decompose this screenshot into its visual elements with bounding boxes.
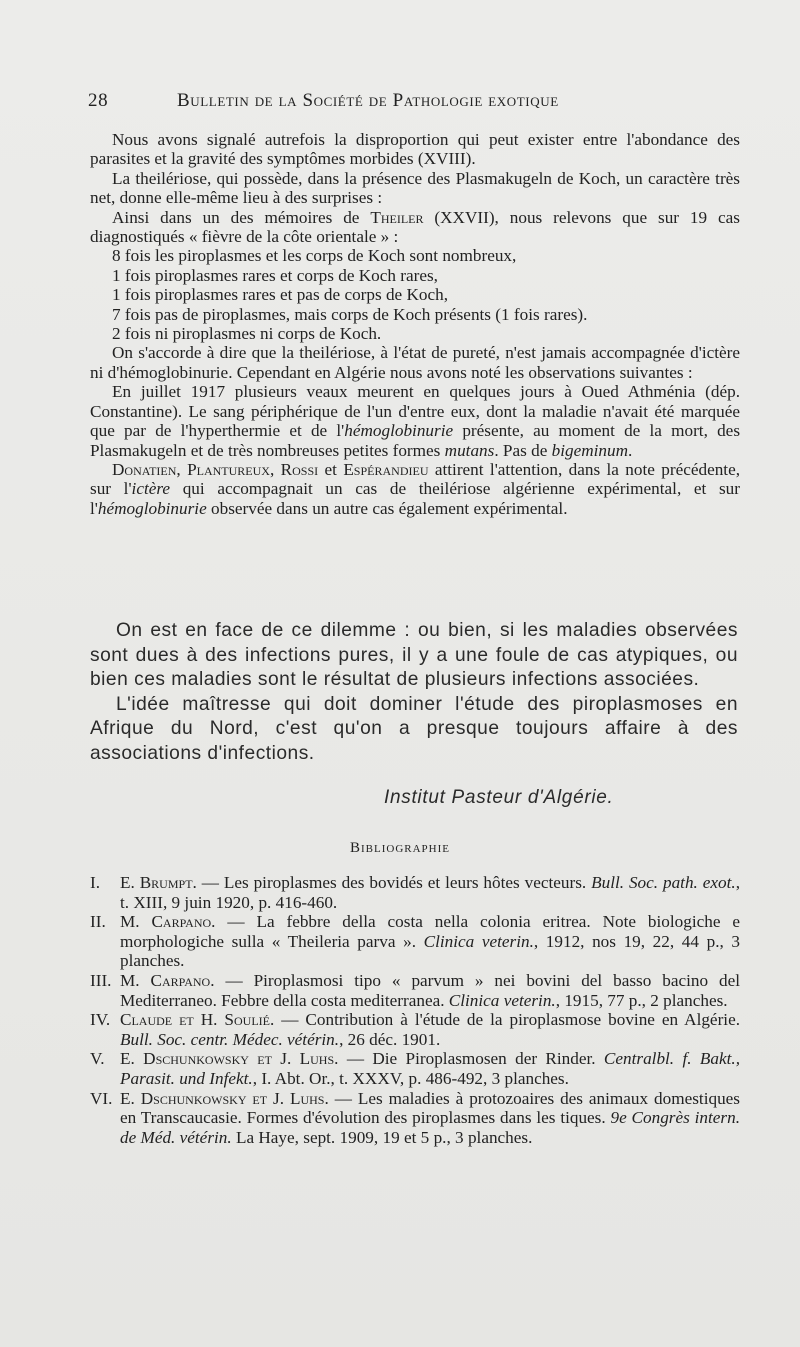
list-item: 8 fois les piroplasmes et les corps de Koch sont nombreux, bbox=[112, 246, 517, 266]
bibliography-list bbox=[90, 873, 740, 1147]
list-item: 1 fois piroplasmes rares et corps de Koch rares, bbox=[112, 265, 438, 285]
entry-author: E. Dschunkowsky et J. Luhs. bbox=[120, 1088, 329, 1108]
entry-rest: , 1915, 77 p., 2 planches. bbox=[555, 990, 728, 1010]
bibliography-entry bbox=[90, 1089, 740, 1148]
text-run: qui accompagnait un cas de theilériose algérienne expérimental, et sur l' bbox=[90, 479, 740, 518]
text-run: Ainsi dans un des mémoires de bbox=[112, 207, 371, 227]
entry-text: — Les maladies à protozoaires des animaux domestiques en Transcaucasie. Formes d'évolution des piroplasmes dans les tiques. bbox=[120, 1088, 740, 1128]
paragraph: La theilériose, qui possède, dans la présence des Plasmakugeln de Koch, un caractère très net, donne elle-même lieu à des surprises : bbox=[90, 168, 740, 208]
entry-journal: Clinica veterin. bbox=[448, 990, 556, 1010]
conclusion-text bbox=[90, 619, 738, 766]
entry-author: Claude et H. Soulié. bbox=[120, 1010, 275, 1030]
author-name: Theiler bbox=[370, 207, 424, 227]
running-title: Bulletin de la Société de Pathologie exotique bbox=[177, 90, 559, 111]
entry-text: — La febbre della costa nella colonia eritrea. Note biologiche e morphologiche sulla « Theileria parva ». bbox=[120, 912, 740, 951]
entry-text: — Contribution à l'étude de la piroplasmose bovine en Algérie. bbox=[274, 1010, 740, 1030]
bibliography-title: Bibliographie bbox=[350, 840, 450, 856]
entry-text: — Die Piroplasmosen der Rinder. bbox=[338, 1049, 604, 1069]
text-run: attirent l'attention, dans la note précédente, sur l' bbox=[90, 459, 740, 499]
entry-journal: Bull. Soc. centr. Médec. vétérin. bbox=[120, 1029, 340, 1049]
bibliography-entry bbox=[90, 1010, 740, 1049]
entry-number: IV. bbox=[90, 1010, 111, 1030]
entry-text: — Les piroplasmes des bovidés et leurs hôtes vecteurs. bbox=[196, 873, 592, 892]
entry-author: M. Carpano. bbox=[120, 970, 215, 990]
italic-term: hémoglobinurie bbox=[97, 498, 207, 518]
entry-journal: Centralbl. f. Bakt., Parasit. und Infekt. bbox=[120, 1049, 740, 1088]
list-item: 1 fois piroplasmes rares et pas de corps de Koch, bbox=[112, 285, 449, 305]
entry-text: — Piroplasmosi tipo « parvum » nei bovini del basso bacino del Mediterraneo. Febbre della costa mediterranea. bbox=[120, 970, 740, 1010]
italic-term: bigeminum bbox=[551, 440, 629, 460]
entry-number: II. bbox=[90, 912, 106, 932]
italic-term: hémoglobinurie bbox=[344, 421, 454, 441]
list-item: 2 fois ni piroplasmes ni corps de Koch. bbox=[112, 324, 382, 344]
body-text-upper bbox=[90, 130, 740, 518]
entry-journal: Clinica veterin. bbox=[423, 931, 534, 951]
italic-term: ictère bbox=[131, 479, 171, 499]
list-item: 7 fois pas de piroplasmes, mais corps de Koch présents (1 fois rares). bbox=[112, 304, 588, 324]
bibliography-entry bbox=[90, 971, 740, 1010]
paragraph: Nous avons signalé autrefois la disproportion qui peut exister entre l'abondance des parasites et la gravité des symptômes morbides (XVIII). bbox=[90, 130, 740, 169]
bibliography-entry bbox=[90, 873, 740, 912]
page-header bbox=[88, 90, 648, 114]
entry-author: E. Dschunkowsky et J. Luhs. bbox=[120, 1049, 339, 1069]
text-run: . Pas de bbox=[494, 440, 552, 460]
paragraph bbox=[90, 460, 740, 518]
entry-rest: , 26 déc. 1901. bbox=[339, 1029, 441, 1049]
entry-rest: La Haye, sept. 1909, 19 et 5 p., 3 planches. bbox=[231, 1127, 533, 1147]
page-number: 28 bbox=[88, 90, 109, 111]
entry-author: E. Brumpt. bbox=[120, 873, 197, 892]
entry-number: V. bbox=[90, 1049, 105, 1069]
entry-rest: , I. Abt. Or., t. XXXV, p. 486-492, 3 planches. bbox=[252, 1068, 569, 1088]
bibliography-entry bbox=[90, 1049, 740, 1088]
entry-number: VI. bbox=[90, 1088, 113, 1108]
text-run: et bbox=[318, 459, 344, 479]
bibliography-entry bbox=[90, 912, 740, 971]
entry-rest: , t. XIII, 9 juin 1920, p. 416-460. bbox=[120, 873, 740, 912]
entry-rest: , 1912, nos 19, 22, 44 p., 3 planches. bbox=[120, 931, 741, 971]
entry-author: M. Carpano. bbox=[120, 912, 216, 932]
entry-journal: 9e Congrès intern. de Méd. vétérin. bbox=[120, 1108, 740, 1147]
entry-number: I. bbox=[90, 873, 101, 892]
paragraph: On est en face de ce dilemme : ou bien, si les maladies observées sont dues à des infections pures, il y a une foule de cas atypiques, ou bien ces maladies sont le résultat de plusieurs infections associées. bbox=[90, 620, 738, 690]
paragraph: L'idée maîtresse qui doit dominer l'étude des piroplasmoses en Afrique du Nord, c'est qu'on a presque toujours affaire à des associations d'infections. bbox=[90, 693, 738, 764]
entry-number: III. bbox=[90, 970, 112, 990]
text-run: . bbox=[628, 440, 633, 460]
text-run: présente, au moment de la mort, des Plasmakugeln et de très nombreuses petites formes bbox=[90, 421, 741, 460]
paragraph bbox=[90, 382, 740, 460]
author-name: Espérandieu bbox=[343, 459, 429, 479]
signature: Institut Pasteur d'Algérie. bbox=[384, 787, 614, 808]
paragraph: On s'accorde à dire que la theilériose, à l'état de pureté, n'est jamais accompagnée d'ictère ni d'hémoglobinurie. Cependant en Algérie nous avons noté les observations suivantes : bbox=[90, 343, 740, 382]
paragraph bbox=[90, 208, 740, 247]
italic-term: mutans bbox=[444, 440, 495, 460]
text-run: (XXVII), nous relevons que sur 19 cas diagnostiqués « fièvre de la côte orientale » : bbox=[90, 207, 740, 247]
entry-journal: Bull. Soc. path. exot. bbox=[591, 873, 736, 892]
author-name: Donatien, Plantureux, Rossi bbox=[112, 459, 319, 479]
text-run: observée dans un autre cas également expérimental. bbox=[206, 498, 568, 518]
text-run: En juillet 1917 plusieurs veaux meurent en quelques jours à Oued Athménia (dép. Constantine). Le sang périphérique de l'un d'entre eux, dont la maladie n'avait été marquée que par de l'hyperthermie et de l' bbox=[90, 382, 740, 441]
